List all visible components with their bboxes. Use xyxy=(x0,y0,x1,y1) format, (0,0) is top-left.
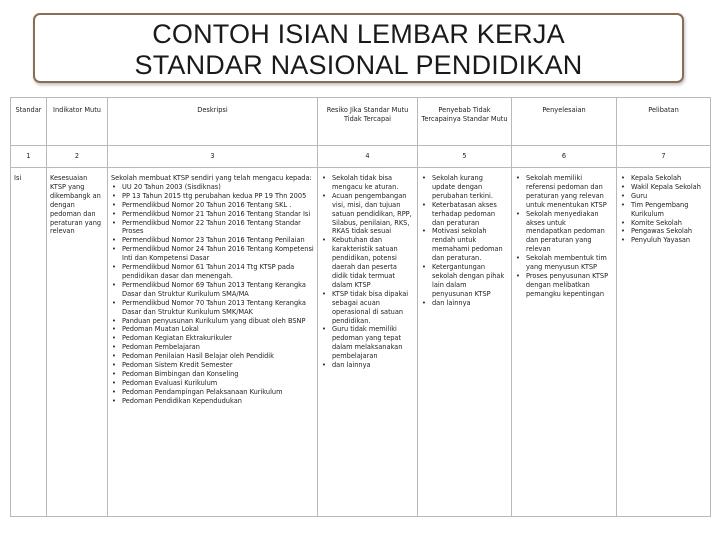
deskripsi-item: • Pedoman Bimbingan dan Konseling xyxy=(111,370,314,379)
column-number: 7 xyxy=(617,146,711,168)
deskripsi-item: • Pedoman Evaluasi Kurikulum xyxy=(111,379,314,388)
title-line-2: STANDAR NASIONAL PENDIDIKAN xyxy=(134,50,583,80)
deskripsi-item: • Pedoman Muatan Lokal xyxy=(111,325,314,334)
header-resiko: Resiko Jika Standar Mutu Tidak Tercapai xyxy=(318,98,418,146)
content-row xyxy=(11,168,711,517)
header-row xyxy=(11,98,711,146)
resiko-item: • dan lainnya xyxy=(321,361,414,370)
deskripsi-item: • UU 20 Tahun 2003 (Sisdiknas) xyxy=(111,183,314,192)
header-indikator-mutu: Indikator Mutu xyxy=(47,98,108,146)
column-number: 2 xyxy=(47,146,108,168)
resiko-item: • Kebutuhan dan karakteristik satuan pendidikan, potensi daerah dan peserta didik tidak termuat dalam KTSP xyxy=(321,236,414,289)
header-standar: Standar xyxy=(11,98,47,146)
pelibatan-item: • Pengawas Sekolah xyxy=(620,227,707,236)
pelibatan-item: • Tim Pengembang Kurikulum xyxy=(620,201,707,219)
deskripsi-list xyxy=(111,183,314,406)
deskripsi-item: • Permendikbud Nomor 23 Tahun 2016 Tentang Penilaian xyxy=(111,236,314,245)
deskripsi-intro: Sekolah membuat KTSP sendiri yang telah mengacu kepada: xyxy=(111,174,312,182)
penyebab-item: • Keterbatasan akses terhadap pedoman dan peraturan xyxy=(421,201,508,228)
deskripsi-item: • Permendikbud Nomor 70 Tahun 2013 Tentang Kerangka Dasar dan Struktur Kurikulum SMK/MAK xyxy=(111,299,314,317)
title-line-1: CONTOH ISIAN LEMBAR KERJA xyxy=(152,19,565,49)
number-row xyxy=(11,146,711,168)
cell-deskripsi xyxy=(108,168,318,517)
deskripsi-item: • Panduan penyusunan Kurikulum yang dibuat oleh BSNP xyxy=(111,317,314,326)
cell-pelibatan xyxy=(617,168,711,517)
pelibatan-item: • Kepala Sekolah xyxy=(620,174,707,183)
deskripsi-item: • Permendikbud Nomor 20 Tahun 2016 Tentang SKL . xyxy=(111,201,314,210)
cell-standar: Isi xyxy=(11,168,47,517)
penyelesaian-item: • Sekolah memiliki referensi pedoman dan peraturan yang relevan untuk menentukan KTSP xyxy=(515,174,613,210)
deskripsi-item: • Pedoman Pendidikan Kependudukan xyxy=(111,397,314,406)
resiko-item: • Guru tidak memiliki pedoman yang tepat dalam melaksanakan pembelajaran xyxy=(321,325,414,361)
penyelesaian-item: • Sekolah membentuk tim yang menyusun KTSP xyxy=(515,254,613,272)
penyebab-item: • Ketergantungan sekolah dengan pihak lain dalam penyusunan KTSP xyxy=(421,263,508,299)
header-pelibatan: Pelibatan xyxy=(617,98,711,146)
deskripsi-item: • Pedoman Pembelajaran xyxy=(111,343,314,352)
deskripsi-item: • Permendikbud Nomor 22 Tahun 2016 Tentang Standar Proses xyxy=(111,219,314,237)
pelibatan-item: • Wakil Kepala Sekolah xyxy=(620,183,707,192)
header-penyebab: Penyebab Tidak Tercapainya Standar Mutu xyxy=(418,98,512,146)
penyelesaian-item: • Sekolah menyediakan akses untuk mendapatkan pedoman dan peraturan yang relevan xyxy=(515,210,613,255)
column-number: 3 xyxy=(108,146,318,168)
deskripsi-item: • Pedoman Penilaian Hasil Belajar oleh Pendidik xyxy=(111,352,314,361)
cell-indikator-mutu: Kesesuaian KTSP yang dikembangk an dengan pedoman dan peraturan yang relevan xyxy=(47,168,108,517)
penyebab-item: • Sekolah kurang update dengan perubahan terkini. xyxy=(421,174,508,201)
deskripsi-item: • Permendikbud Nomor 69 Tahun 2013 Tentang Kerangka Dasar dan Struktur Kurikulum SMA/MA xyxy=(111,281,314,299)
deskripsi-item: • Permendikbud Nomor 61 Tahun 2014 Ttg KTSP pada pendidikan dasar dan menengah. xyxy=(111,263,314,281)
column-number: 4 xyxy=(318,146,418,168)
resiko-item: • Acuan pengembangan visi, misi, dan tujuan satuan pendidikan, RPP, Silabus, penilaian, RKS, RKAS tidak sesuai xyxy=(321,192,414,237)
resiko-item: • KTSP tidak bisa dipakai sebagai acuan operasional di satuan pendidikan. xyxy=(321,290,414,326)
pelibatan-item: • Guru xyxy=(620,192,707,201)
penyelesaian-item: • Proses penyusunan KTSP dengan melibatkan pemangku kepentingan xyxy=(515,272,613,299)
title-box xyxy=(33,13,684,83)
resiko-list xyxy=(321,174,414,370)
deskripsi-item: • Permendikbud Nomor 24 Tahun 2016 Tentang Kompetensi Inti dan Kompetensi Dasar xyxy=(111,245,314,263)
penyebab-list xyxy=(421,174,508,308)
deskripsi-item: • Pedoman Kegiatan Ektrakurikuler xyxy=(111,334,314,343)
header-deskripsi: Deskripsi xyxy=(108,98,318,146)
resiko-item: • Sekolah tidak bisa mengacu ke aturan. xyxy=(321,174,414,192)
deskripsi-item: • Permendikbud Nomor 21 Tahun 2016 Tentang Standar Isi xyxy=(111,210,314,219)
deskripsi-item: • PP 13 Tahun 2015 ttg perubahan kedua PP 19 Thn 2005 xyxy=(111,192,314,201)
deskripsi-item: • Pedoman Sistem Kredit Semester xyxy=(111,361,314,370)
pelibatan-item: • Penyuluh Yayasan xyxy=(620,236,707,245)
worksheet-table xyxy=(10,97,711,517)
deskripsi-item: • Pedoman Pendampingan Pelaksanaan Kurikulum xyxy=(111,388,314,397)
penyebab-item: • dan lainnya xyxy=(421,299,508,308)
pelibatan-item: • Komite Sekolah xyxy=(620,219,707,228)
penyelesaian-list xyxy=(515,174,613,299)
column-number: 6 xyxy=(512,146,617,168)
cell-penyebab xyxy=(418,168,512,517)
pelibatan-list xyxy=(620,174,707,245)
column-number: 5 xyxy=(418,146,512,168)
cell-penyelesaian xyxy=(512,168,617,517)
column-number: 1 xyxy=(11,146,47,168)
header-penyelesaian: Penyelesaian xyxy=(512,98,617,146)
cell-resiko xyxy=(318,168,418,517)
penyebab-item: • Motivasi sekolah rendah untuk memahami pedoman dan peraturan. xyxy=(421,227,508,263)
